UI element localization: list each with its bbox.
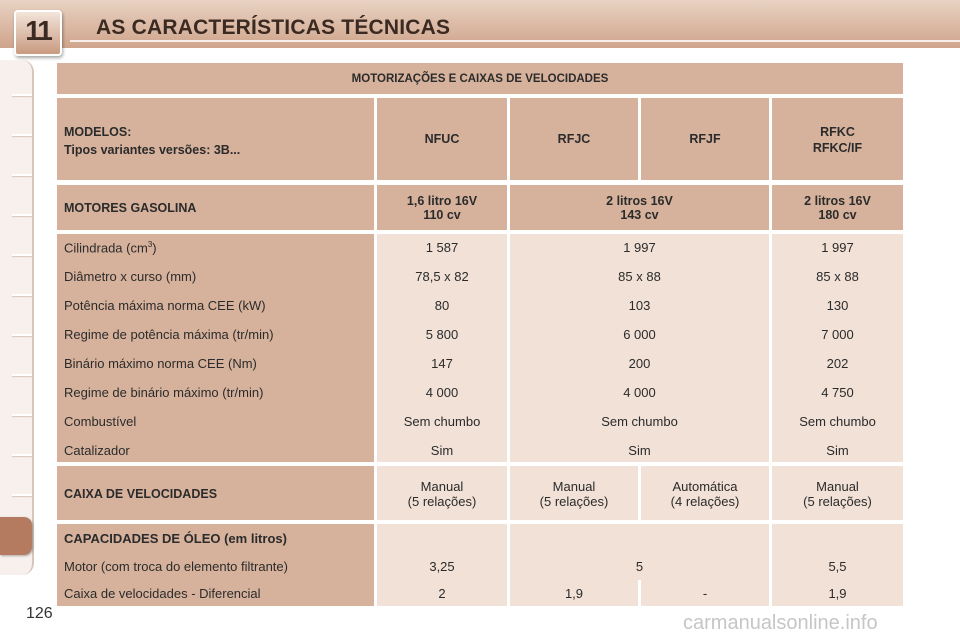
spec-value: Sim	[430, 443, 454, 458]
oil-label-engine: Motor (com troca do elemento filtrante)	[64, 559, 288, 574]
spec-value: Sem chumbo	[403, 414, 481, 429]
gearbox-label-cell	[57, 466, 374, 520]
models-label-cell	[57, 98, 374, 180]
gearbox-1	[377, 466, 507, 520]
model-rfjc: RFJC	[510, 98, 638, 180]
tab-divider	[12, 214, 32, 216]
oil-value: 3,25	[429, 559, 455, 574]
engine-1	[377, 185, 507, 230]
chapter-tab-strip	[0, 60, 34, 575]
oil-value: 5	[635, 559, 644, 574]
tab-divider	[12, 294, 32, 296]
oil-gearbox-cell-2	[510, 580, 638, 606]
model-rfjf: RFJF	[641, 98, 769, 180]
model-rfkc-line2: RFKC/IF	[812, 141, 863, 155]
engine-3-power: 180 cv	[818, 208, 857, 222]
spec-value: 7 000	[821, 327, 854, 342]
gearbox-type: Manual	[552, 479, 596, 494]
model-rfkc-line1: RFKC	[820, 125, 855, 139]
spec-values-column-1	[377, 234, 507, 462]
spec-label-displacement: Cilindrada $(cm^3)$	[64, 240, 157, 256]
oil-gearbox-cell-3	[641, 580, 769, 606]
gearbox-label: CAIXA DE VELOCIDADES	[64, 487, 218, 501]
gearbox-ratios: (5 relações)	[803, 494, 872, 509]
spec-value: Sem chumbo	[601, 414, 678, 429]
gearbox-type: Automática	[672, 479, 738, 494]
engines-label: MOTORES GASOLINA	[64, 201, 197, 215]
tab-divider	[12, 454, 32, 456]
gearbox-2	[510, 466, 638, 520]
spec-value: 4 750	[821, 385, 854, 400]
engine-2	[510, 185, 769, 230]
spec-label-fuel: Combustível	[64, 414, 137, 429]
oil-value: -	[702, 586, 708, 601]
oil-values-column-4	[772, 524, 903, 606]
spec-value: 85 x 88	[816, 269, 859, 284]
tab-divider	[12, 374, 32, 376]
spec-value: 200	[628, 356, 651, 371]
chapter-badge	[14, 10, 62, 56]
page-title: AS CARACTERÍSTICAS TÉCNICAS	[96, 16, 451, 39]
spec-value: 78,5 x 82	[415, 269, 469, 284]
engine-2-displacement: 2 litros 16V	[606, 194, 673, 208]
spec-values-column-2	[510, 234, 769, 462]
tab-divider	[12, 134, 32, 136]
oil-value: 1,9	[564, 586, 584, 601]
spec-value: 80	[434, 298, 450, 313]
oil-section-label: CAPACIDADES DE ÓLEO (em litros)	[64, 531, 287, 546]
spec-value: Sim	[628, 443, 651, 458]
spec-value: 85 x 88	[618, 269, 661, 284]
engine-3	[772, 185, 903, 230]
spec-label-torque-rpm: Regime de binário máximo (tr/min)	[64, 385, 264, 400]
spec-label-max-torque: Binário máximo norma CEE (Nm)	[64, 356, 257, 371]
gearbox-type: Manual	[420, 479, 464, 494]
spec-value: 1 997	[821, 240, 854, 255]
model-rfkc	[772, 98, 903, 180]
spec-value: Sem chumbo	[799, 414, 876, 429]
models-label: MODELOS:	[64, 125, 132, 139]
oil-value: 2	[438, 586, 446, 601]
tab-divider	[12, 334, 32, 336]
tab-divider	[12, 254, 32, 256]
gearbox-ratios: (5 relações)	[407, 494, 477, 509]
chapter-tab-active[interactable]	[0, 517, 32, 555]
gearbox-3	[641, 466, 769, 520]
spec-value: 1 587	[425, 240, 459, 255]
oil-value: 5,5	[828, 559, 847, 574]
spec-value: Sim	[826, 443, 849, 458]
spec-value: 4 000	[425, 385, 459, 400]
spec-label-catalyst: Catalizador	[64, 443, 130, 458]
gearbox-type: Manual	[816, 479, 859, 494]
gearbox-ratios: (5 relações)	[539, 494, 609, 509]
spec-value: 147	[431, 356, 453, 371]
spec-value: 4 000	[623, 385, 656, 400]
spec-labels-column	[57, 234, 374, 462]
tab-divider	[12, 494, 32, 496]
spec-value: 5 800	[425, 327, 459, 342]
engine-1-displacement: 1,6 litro 16V	[406, 194, 478, 208]
spec-value: 202	[826, 356, 849, 371]
spec-label-bore-stroke: Diâmetro x curso (mm)	[64, 269, 197, 284]
gearbox-4	[772, 466, 903, 520]
oil-values-column-1	[377, 524, 507, 606]
tab-divider	[12, 94, 32, 96]
spec-value: 6 000	[623, 327, 656, 342]
engine-3-displacement: 2 litros 16V	[804, 194, 871, 208]
models-sublabel: Tipos variantes versões: 3B...	[64, 143, 241, 157]
spec-value: 130	[826, 298, 849, 313]
table-title: MOTORIZAÇÕES E CAIXAS DE VELOCIDADES	[57, 63, 903, 94]
model-nfuc: NFUC	[377, 98, 507, 180]
spec-values-column-3	[772, 234, 903, 462]
page-number: 126	[26, 605, 53, 622]
engine-1-power: 110 cv	[423, 208, 461, 222]
watermark: carmanualsonline.info	[683, 612, 878, 634]
spec-value: 103	[628, 298, 651, 313]
oil-labels-column	[57, 524, 374, 606]
oil-label-gearbox: Caixa de velocidades - Diferencial	[64, 586, 261, 601]
spec-label-max-power: Potência máxima norma CEE (kW)	[64, 298, 266, 313]
spec-value: 1 997	[623, 240, 656, 255]
tab-divider	[12, 414, 32, 416]
gearbox-ratios: (4 relações)	[670, 494, 740, 509]
oil-values-column-2	[510, 524, 769, 580]
spec-label-power-rpm: Regime de potência máxima (tr/min)	[64, 327, 274, 342]
oil-value: 1,9	[828, 586, 847, 601]
engines-label-cell	[57, 185, 374, 230]
chapter-number: 11	[25, 15, 51, 46]
tab-divider	[12, 174, 32, 176]
engine-2-power: 143 cv	[620, 208, 659, 222]
